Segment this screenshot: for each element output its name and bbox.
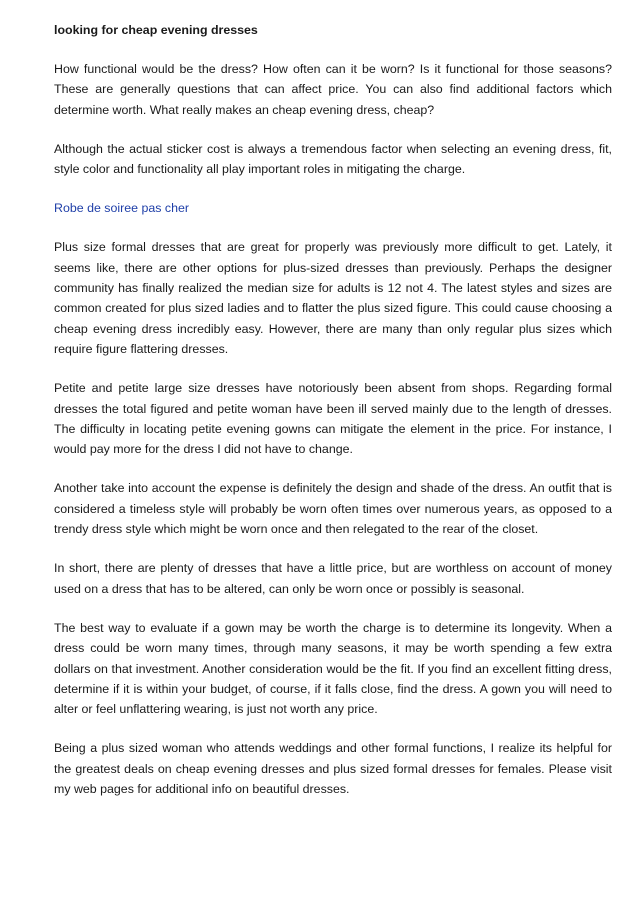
document-page xyxy=(54,20,612,818)
paragraph-sticker-cost: Although the actual sticker cost is always a tremendous factor when selecting an evening dress, fit, style color and functionality all play important roles in mitigating the charge. xyxy=(54,141,612,177)
paragraph-best-way: The best way to evaluate if a gown may be worth the charge is to determine its longevity. When a dress could be worn many times, through many seasons, it may be worth spending a few extra dollars on that investment. Another consideration would be the fit. If you find an excellent fitting dress, determine if it is within your budget, of course, if it falls close, find the dress. A gown you will need to alter or feel unflattering wearing, is just not worth any price. xyxy=(54,620,612,717)
document-title: looking for cheap evening dresses xyxy=(54,23,258,37)
paragraph-petite: Petite and petite large size dresses have notoriously been absent from shops. Regarding formal dresses the total figured and petite woman have been ill served mainly due to the length of dresses. The difficulty in locating petite evening gowns can mitigate the element in the price. For instance, I would pay more for the dress I did not have to change. xyxy=(54,381,612,457)
paragraph-in-short: In short, there are plenty of dresses that have a little price, but are worthless on account of money used on a dress that has to be altered, can only be worn once or possibly is seasonal. xyxy=(54,561,612,596)
robe-de-soiree-link[interactable]: Robe de soiree pas cher xyxy=(54,201,190,216)
paragraph-plus-size: Plus size formal dresses that are great for properly was previously more difficult to get. Lately, it seems like, there are other options for plus-sized dresses than previously. Perhaps the designer community has finally realized the median size for adults is 12 not 4. The latest styles and sizes are common created for plus sized ladies and to flatter the plus sized figure. This could cause choosing a cheap evening dress incredibly easy. However, there are many than only regular plus sizes which require figure flattering dresses. xyxy=(54,240,612,356)
paragraph-intro: How functional would be the dress? How often can it be worn? Is it functional for those seasons? These are generally questions that can affect price. You can also find additional factors which determine worth. What really makes an cheap evening dress, cheap? xyxy=(54,62,612,117)
paragraph-design-shade: Another take into account the expense is definitely the design and shade of the dress. An outfit that is considered a timeless style will probably be worn often times over numerous years, as opposed to a trendy dress style which might be worn once and then relegated to the rear of the closet. xyxy=(54,481,612,537)
paragraph-closing: Being a plus sized woman who attends weddings and other formal functions, I realize its helpful for the greatest deals on cheap evening dresses and plus sized formal dresses for females. Please visit my web pages for additional info on beautiful dresses. xyxy=(54,741,612,797)
link-container xyxy=(54,198,612,237)
